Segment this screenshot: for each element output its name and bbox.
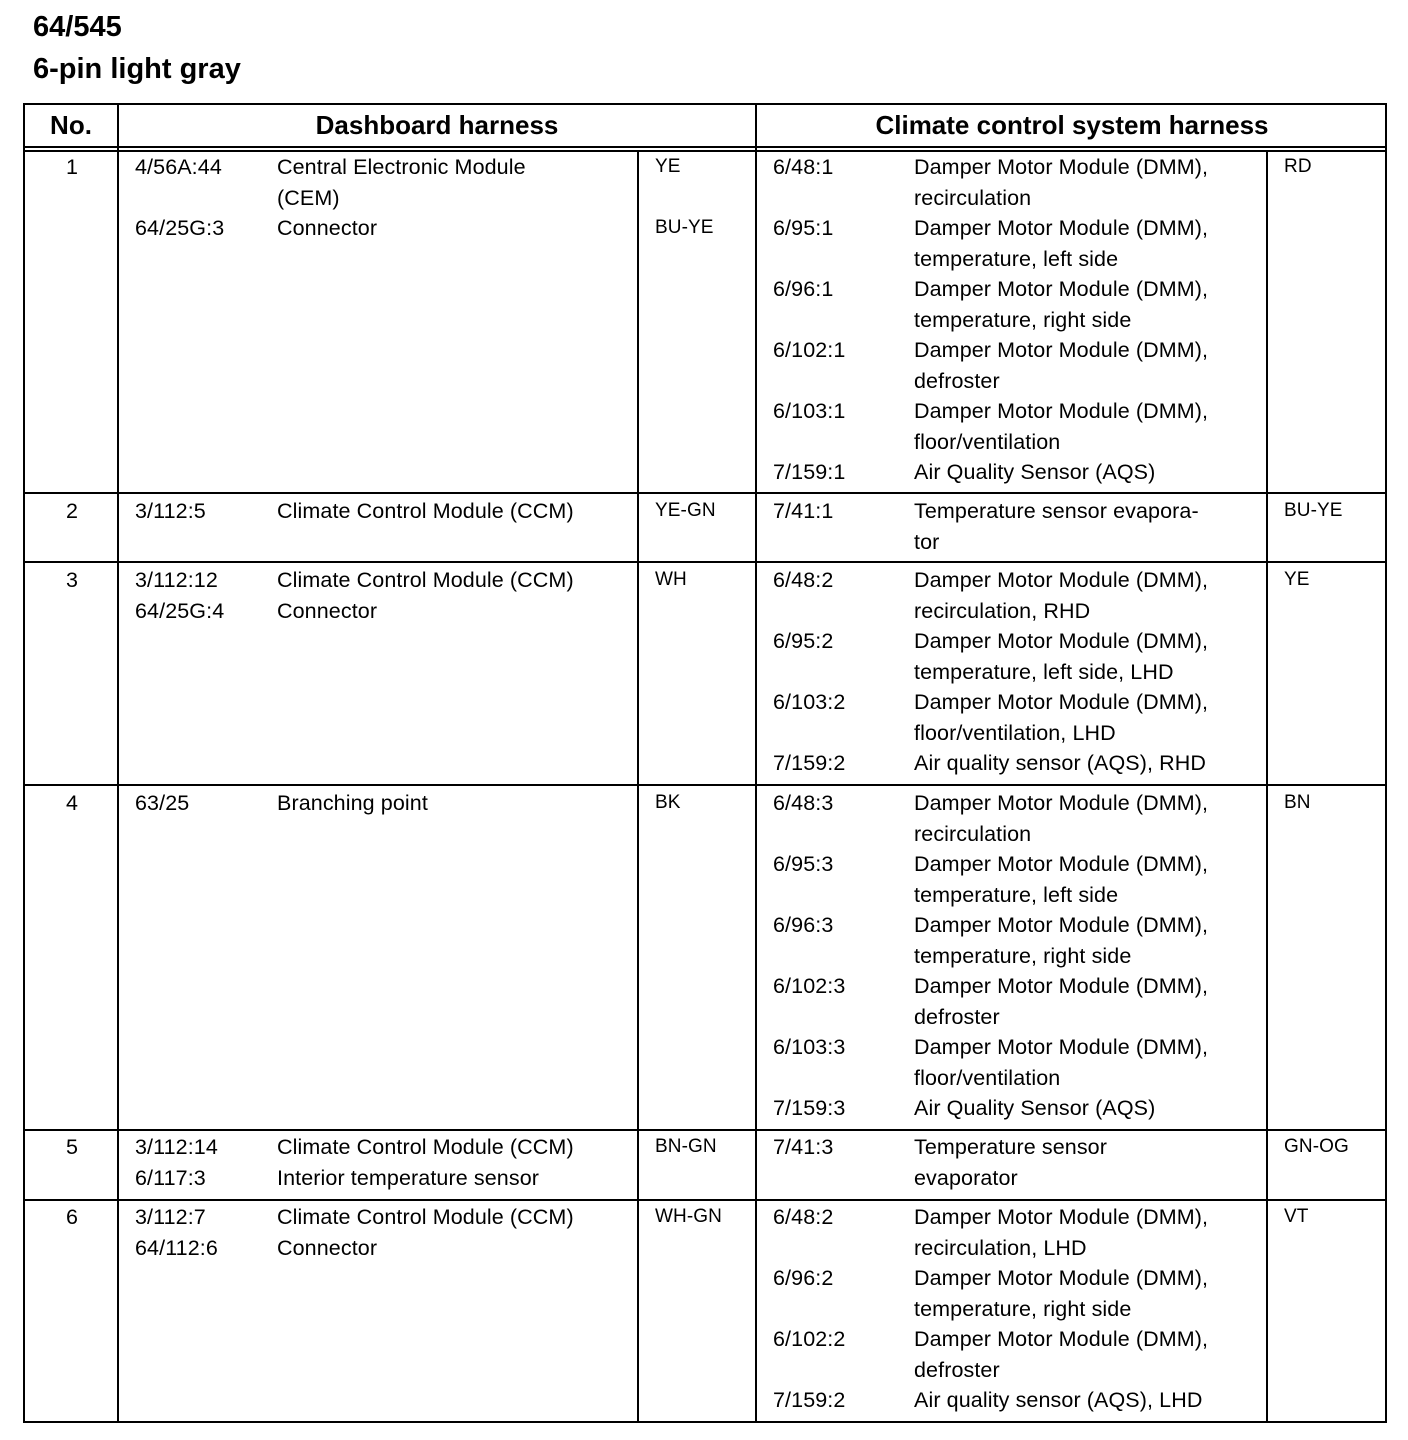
climate-components: Damper Motor Module (DMM), recirculation Damper Motor Module (DMM), temperature, left side Damper Motor Module (DMM), temperature, right side Damper Motor Module (DMM), defroster Damper Motor Module (DMM), floor/ventilation Air Quality Sensor (AQS)	[914, 155, 1209, 484]
dashboard-wire-colors: YE BU-YE	[655, 156, 714, 238]
row-divider	[25, 561, 1385, 563]
climate-codes: 6/48:1 6/95:1 6/96:1 6/102:1 6/103:1 7/159:1	[773, 155, 846, 484]
climate-codes: 6/48:2 6/95:2 6/103:2 7/159:2	[773, 568, 846, 775]
header-divider	[25, 146, 1385, 148]
pin-number: 6	[65, 1205, 79, 1229]
climate-components: Damper Motor Module (DMM), recirculation Damper Motor Module (DMM), temperature, left side Damper Motor Module (DMM), temperature, right side Damper Motor Module (DMM), defroster Damper Motor Module (DMM), floor/ventilation Air Quality Sensor (AQS)	[914, 791, 1209, 1120]
column-header-dashboard: Dashboard harness	[315, 110, 559, 140]
dashboard-codes: 3/112:5	[135, 499, 206, 523]
dashboard-codes: 4/56A:44 64/25G:3	[135, 155, 225, 240]
dashboard-wire-colors: YE-GN	[655, 500, 716, 521]
climate-codes: 6/48:2 6/96:2 6/102:2 7/159:2	[773, 1205, 846, 1412]
connector-description: 6-pin light gray	[33, 53, 241, 85]
dashboard-wire-colors: WH-GN	[655, 1206, 722, 1227]
climate-components: Damper Motor Module (DMM), recirculation, LHD Damper Motor Module (DMM), temperature, right side Damper Motor Module (DMM), defroster Air quality sensor (AQS), LHD	[914, 1205, 1209, 1412]
pinout-table	[23, 103, 1387, 1423]
pin-number: 4	[65, 791, 79, 815]
pin-number: 1	[65, 155, 79, 179]
row-divider	[25, 784, 1385, 786]
dashboard-components: Climate Control Module (CCM) Connector	[277, 1205, 574, 1260]
climate-codes: 7/41:1	[773, 499, 834, 523]
dashboard-codes: 3/112:14 6/117:3	[135, 1135, 218, 1190]
row-divider	[25, 492, 1385, 494]
climate-wire-color: BU-YE	[1284, 500, 1343, 521]
pin-number: 3	[65, 568, 79, 592]
climate-wire-color: VT	[1284, 1206, 1309, 1227]
dashboard-codes: 63/25	[135, 791, 190, 815]
row-divider	[25, 1129, 1385, 1131]
row-divider	[25, 1199, 1385, 1201]
dashboard-codes: 3/112:7 64/112:6	[135, 1205, 218, 1260]
connector-id: 64/545	[33, 11, 122, 43]
pin-number: 2	[65, 499, 79, 523]
dashboard-wire-colors: BK	[655, 792, 681, 813]
climate-wire-color: GN-OG	[1284, 1136, 1349, 1157]
climate-wire-color: BN	[1284, 792, 1311, 813]
connector-title	[33, 6, 241, 90]
dashboard-components: Central Electronic Module (CEM) Connector	[277, 155, 526, 240]
climate-codes: 6/48:3 6/95:3 6/96:3 6/102:3 6/103:3 7/159:3	[773, 791, 846, 1120]
climate-wire-color: RD	[1284, 156, 1312, 177]
dashboard-components: Climate Control Module (CCM) Interior temperature sensor	[277, 1135, 574, 1190]
dashboard-components: Branching point	[277, 791, 428, 815]
column-header-climate: Climate control system harness	[875, 110, 1269, 140]
climate-wire-color: YE	[1284, 569, 1310, 590]
pin-number: 5	[65, 1135, 79, 1159]
dashboard-wire-colors: WH	[655, 569, 687, 590]
column-header-no: No.	[50, 110, 92, 140]
climate-codes: 7/41:3	[773, 1135, 834, 1159]
climate-components: Temperature sensor evapora- tor	[914, 499, 1199, 554]
climate-components: Temperature sensor evaporator	[914, 1135, 1108, 1190]
dashboard-components: Climate Control Module (CCM) Connector	[277, 568, 574, 623]
dashboard-components: Climate Control Module (CCM)	[277, 499, 574, 523]
climate-components: Damper Motor Module (DMM), recirculation, RHD Damper Motor Module (DMM), temperature, left side, LHD Damper Motor Module (DMM), floor/ventilation, LHD Air quality sensor (AQS), RHD	[914, 568, 1209, 775]
dashboard-wire-colors: BN-GN	[655, 1136, 717, 1157]
column-divider	[755, 105, 757, 1421]
dashboard-codes: 3/112:12 64/25G:4	[135, 568, 225, 623]
